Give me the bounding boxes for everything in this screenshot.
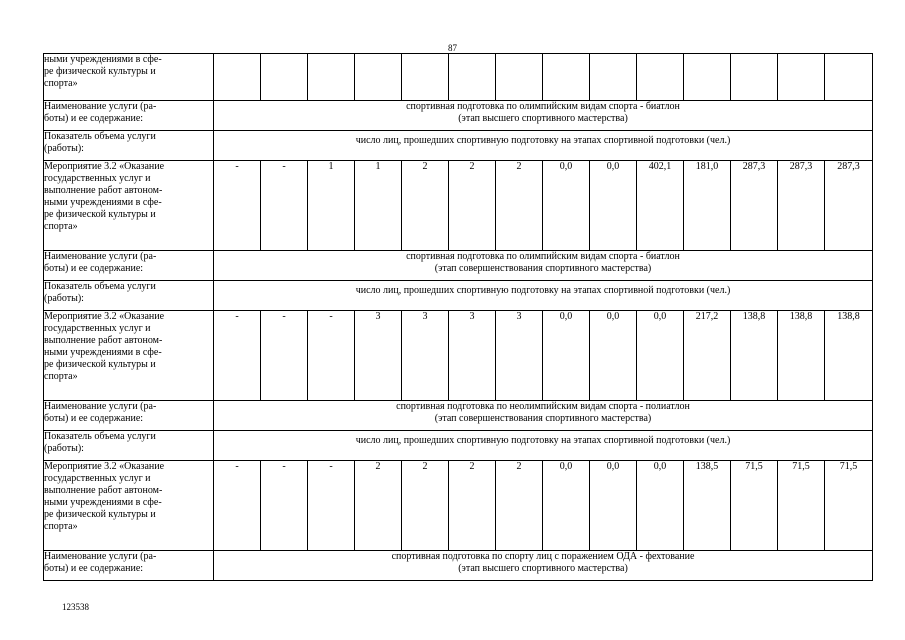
value-cell: 3 xyxy=(355,311,402,401)
indicator-row xyxy=(44,281,873,311)
indicator-text: число лиц, прошедших спортивную подготовку на этапах спортивной подготовки (чел.) xyxy=(214,131,873,161)
value-cell xyxy=(543,54,590,101)
service-name xyxy=(214,401,873,431)
service-title: спортивная подготовка по спорту лиц с поражением ОДА - фехтование xyxy=(391,551,695,562)
value-cell: 71,5 xyxy=(731,461,778,551)
value-cell: 138,8 xyxy=(731,311,778,401)
value-cell xyxy=(825,54,873,101)
activity-row xyxy=(44,54,873,101)
value-cell: 1 xyxy=(355,161,402,251)
row-label: Показатель объема услуги (работы): xyxy=(44,131,214,161)
indicator-text: число лиц, прошедших спортивную подготовку на этапах спортивной подготовки (чел.) xyxy=(214,431,873,461)
value-cell: 2 xyxy=(449,161,496,251)
service-stage: (этап высшего спортивного мастерства) xyxy=(458,113,628,124)
service-row xyxy=(44,101,873,131)
value-cell: 0,0 xyxy=(637,311,684,401)
value-cell: 138,8 xyxy=(825,311,873,401)
service-stage: (этап совершенствования спортивного мастерства) xyxy=(434,413,652,424)
value-cell: 0,0 xyxy=(590,161,637,251)
value-cell: - xyxy=(214,311,261,401)
value-cell xyxy=(590,54,637,101)
row-label: Мероприятие 3.2 «Оказание государственных услуг и выполнение работ автоном- ными учреждениями в сфе- ре физической культуры и спорта» xyxy=(44,161,214,251)
service-row xyxy=(44,251,873,281)
service-row xyxy=(44,401,873,431)
value-cell xyxy=(778,54,825,101)
row-label: Наименование услуги (ра- боты) и ее содержание: xyxy=(44,251,214,281)
value-cell xyxy=(496,54,543,101)
value-cell xyxy=(637,54,684,101)
value-cell: 0,0 xyxy=(543,161,590,251)
value-cell: 3 xyxy=(449,311,496,401)
service-title: спортивная подготовка по олимпийским видам спорта - биатлон xyxy=(406,251,680,262)
value-cell xyxy=(731,54,778,101)
value-cell: 2 xyxy=(449,461,496,551)
value-cell: 0,0 xyxy=(590,461,637,551)
row-label: Наименование услуги (ра- боты) и ее содержание: xyxy=(44,101,214,131)
value-cell: - xyxy=(261,461,308,551)
service-row xyxy=(44,551,873,581)
row-label: Мероприятие 3.2 «Оказание государственных услуг и выполнение работ автоном- ными учреждениями в сфе- ре физической культуры и спорта» xyxy=(44,311,214,401)
value-cell: 71,5 xyxy=(778,461,825,551)
value-cell xyxy=(684,54,731,101)
row-label: Наименование услуги (ра- боты) и ее содержание: xyxy=(44,551,214,581)
value-cell: 3 xyxy=(496,311,543,401)
value-cell: 287,3 xyxy=(731,161,778,251)
value-cell: 2 xyxy=(402,161,449,251)
value-cell: 0,0 xyxy=(590,311,637,401)
activity-row xyxy=(44,311,873,401)
service-name xyxy=(214,251,873,281)
value-cell xyxy=(449,54,496,101)
value-cell: - xyxy=(308,311,355,401)
value-cell: 181,0 xyxy=(684,161,731,251)
row-label: ными учреждениями в сфе- ре физической культуры и спорта» xyxy=(44,54,214,101)
service-name xyxy=(214,101,873,131)
activity-row xyxy=(44,161,873,251)
value-cell xyxy=(261,54,308,101)
value-cell: - xyxy=(261,161,308,251)
value-cell xyxy=(402,54,449,101)
service-name xyxy=(214,551,873,581)
row-label: Наименование услуги (ра- боты) и ее содержание: xyxy=(44,401,214,431)
service-stage: (этап высшего спортивного мастерства) xyxy=(458,563,628,574)
value-cell: 138,8 xyxy=(778,311,825,401)
value-cell: 287,3 xyxy=(778,161,825,251)
value-cell: 2 xyxy=(402,461,449,551)
service-title: спортивная подготовка по неолимпийским видам спорта - полиатлон xyxy=(396,401,690,412)
value-cell xyxy=(355,54,402,101)
value-cell: 287,3 xyxy=(825,161,873,251)
value-cell: 2 xyxy=(496,161,543,251)
document-code: 123538 xyxy=(62,602,89,612)
row-label: Мероприятие 3.2 «Оказание государственных услуг и выполнение работ автоном- ными учреждениями в сфе- ре физической культуры и спорта» xyxy=(44,461,214,551)
value-cell xyxy=(308,54,355,101)
service-title: спортивная подготовка по олимпийским видам спорта - биатлон xyxy=(406,101,680,112)
value-cell: 2 xyxy=(496,461,543,551)
value-cell: 138,5 xyxy=(684,461,731,551)
activity-row xyxy=(44,461,873,551)
service-stage: (этап совершенствования спортивного мастерства) xyxy=(434,263,652,274)
value-cell: 0,0 xyxy=(637,461,684,551)
indicator-text: число лиц, прошедших спортивную подготовку на этапах спортивной подготовки (чел.) xyxy=(214,281,873,311)
value-cell: - xyxy=(308,461,355,551)
value-cell: 2 xyxy=(355,461,402,551)
row-label: Показатель объема услуги (работы): xyxy=(44,281,214,311)
value-cell: - xyxy=(214,461,261,551)
value-cell: 0,0 xyxy=(543,461,590,551)
value-cell: 3 xyxy=(402,311,449,401)
value-cell: - xyxy=(261,311,308,401)
indicator-row xyxy=(44,131,873,161)
budget-table xyxy=(43,53,873,581)
value-cell: 1 xyxy=(308,161,355,251)
value-cell xyxy=(214,54,261,101)
value-cell: 402,1 xyxy=(637,161,684,251)
value-cell: - xyxy=(214,161,261,251)
value-cell: 71,5 xyxy=(825,461,873,551)
indicator-row xyxy=(44,431,873,461)
value-cell: 0,0 xyxy=(543,311,590,401)
value-cell: 217,2 xyxy=(684,311,731,401)
page-number: 87 xyxy=(448,43,457,53)
row-label: Показатель объема услуги (работы): xyxy=(44,431,214,461)
